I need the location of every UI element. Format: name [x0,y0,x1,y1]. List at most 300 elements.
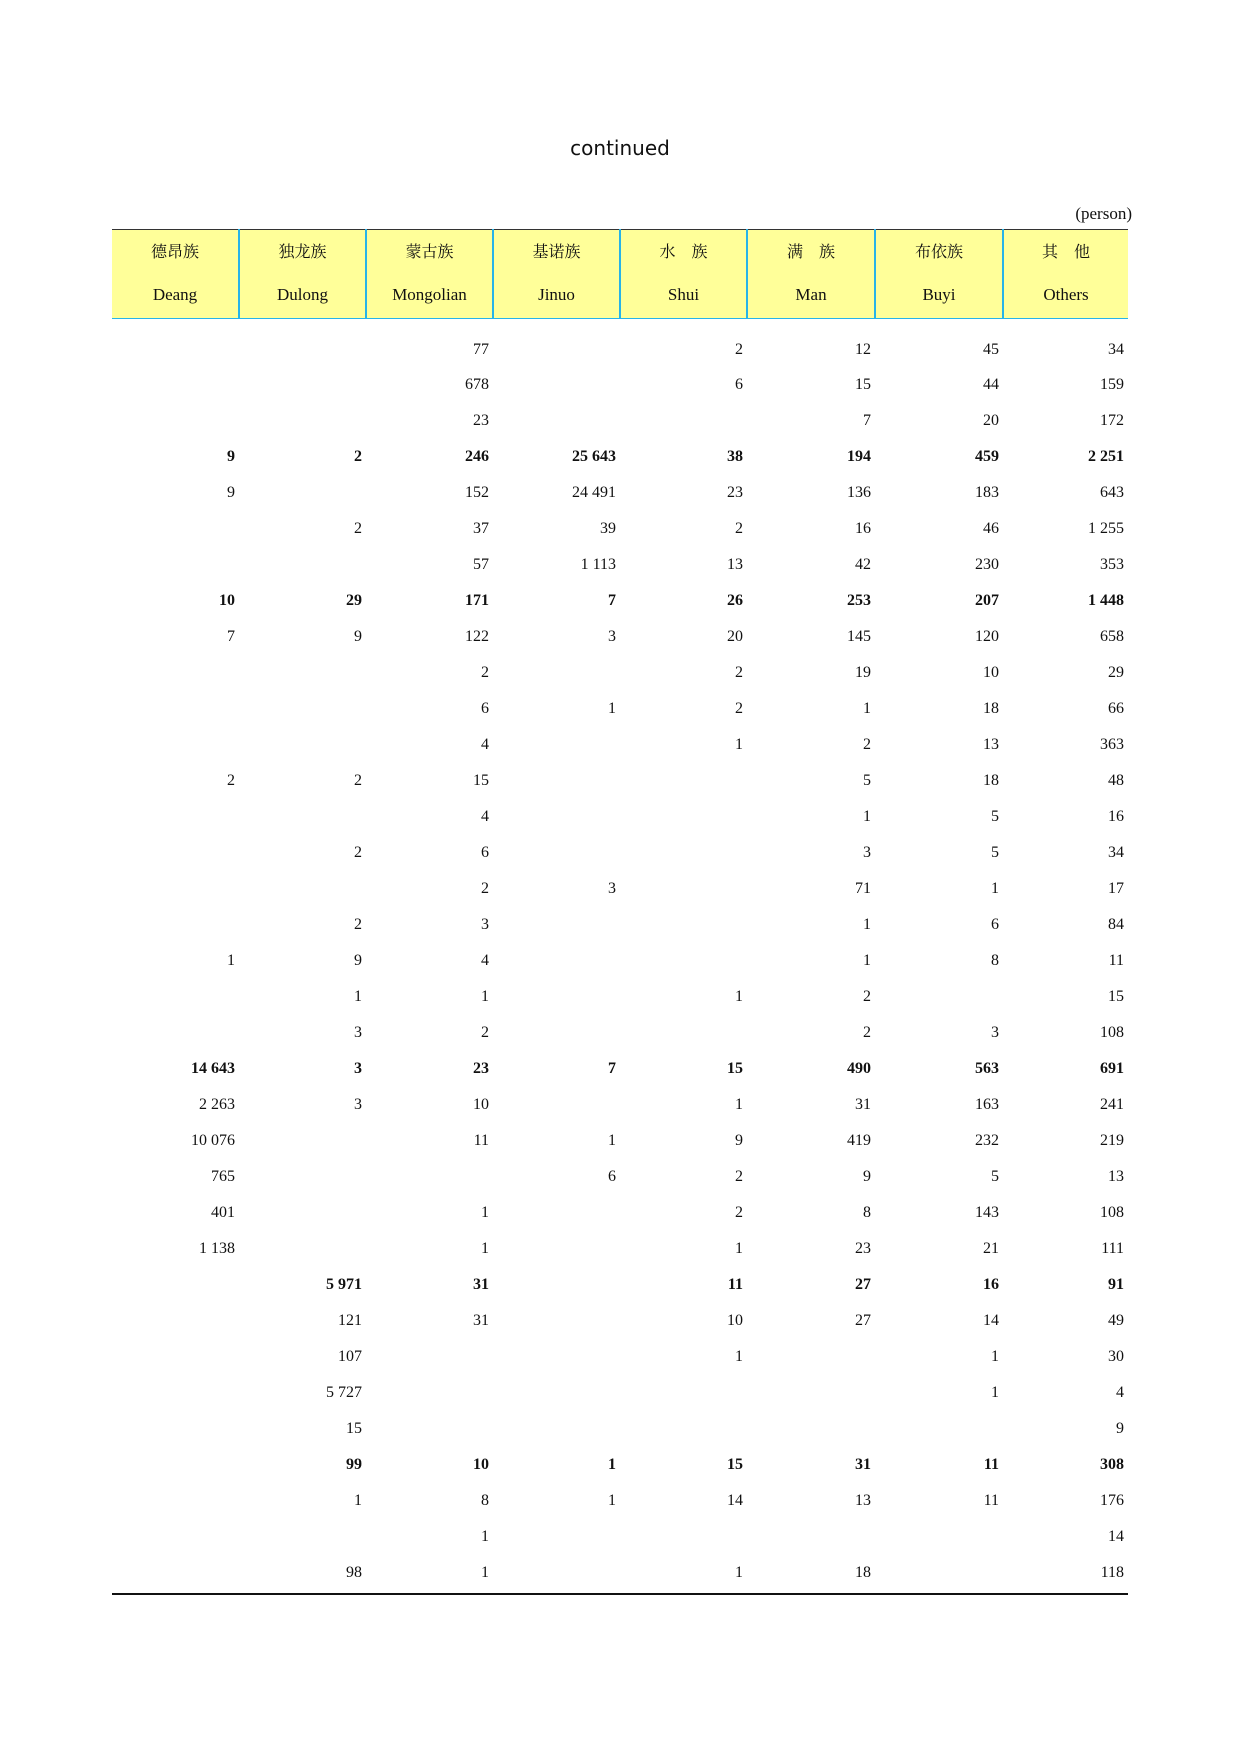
table-cell [239,691,366,727]
table-cell [239,475,366,511]
table-cell [493,1555,620,1591]
table-cell: 29 [346,592,362,609]
table-cell: 246 [465,448,489,465]
table-cell: 1 [991,880,999,897]
column-header-en: Mongolian [392,285,467,304]
table-cell [493,727,620,763]
table-cell [239,1159,366,1195]
table-cell: 1 [608,1492,616,1509]
table-cell: 34 [1108,341,1124,358]
table-cell: 2 [735,341,743,358]
table-cell: 6 [481,700,489,717]
table-cell [493,1303,620,1339]
table-cell [493,1195,620,1231]
table-cell: 4 [481,808,489,825]
table-cell: 136 [847,484,871,501]
table-cell [112,1015,239,1051]
table-cell: 253 [847,592,871,609]
table-cell: 5 [991,808,999,825]
table-cell: 2 [735,1168,743,1185]
table-cell [620,943,747,979]
data-table [112,229,1128,1591]
table-cell: 10 [473,1096,489,1113]
table-cell: 111 [1101,1240,1124,1257]
table-cell: 20 [727,628,743,645]
table-cell: 1 [481,1528,489,1545]
table-cell: 10 [219,592,235,609]
table-cell: 2 [354,520,362,537]
table-cell: 27 [855,1312,871,1329]
table-row [112,799,1128,835]
table-cell: 15 [727,1060,743,1077]
table-cell: 643 [1100,484,1124,501]
table-cell: 12 [855,341,871,358]
table-cell: 5 727 [326,1384,362,1401]
table-cell [493,1087,620,1123]
table-cell: 1 [354,988,362,1005]
table-cell: 1 [354,1492,362,1509]
table-body [112,319,1128,1592]
table-cell: 19 [855,664,871,681]
table-cell: 490 [847,1060,871,1077]
table-cell: 98 [346,1564,362,1581]
table-cell [112,319,239,368]
table-cell: 15 [855,376,871,393]
table-cell: 14 643 [191,1060,235,1077]
column-header-jinuo [493,230,620,319]
column-header-en: Jinuo [538,285,575,304]
table-cell: 13 [1108,1168,1124,1185]
table-cell [239,1195,366,1231]
table-cell: 1 [863,808,871,825]
column-header-dulong [239,230,366,319]
table-cell [493,1015,620,1051]
table-cell [112,1303,239,1339]
table-cell: 207 [975,592,999,609]
table-cell: 4 [1116,1384,1124,1401]
table-cell [493,799,620,835]
table-cell: 4 [481,952,489,969]
table-cell [239,403,366,439]
table-row [112,547,1128,583]
table-cell [620,763,747,799]
table-cell [493,943,620,979]
table-cell: 183 [975,484,999,501]
table-cell: 2 [481,880,489,897]
table-cell [112,1519,239,1555]
table-cell: 6 [608,1168,616,1185]
table-row [112,943,1128,979]
table-cell: 1 [735,1348,743,1365]
table-cell [112,547,239,583]
table-cell: 3 [608,880,616,897]
column-header-zh: 基诺族 [532,242,581,261]
table-cell [239,1519,366,1555]
table-cell [112,835,239,871]
table-cell [493,835,620,871]
table-cell [112,403,239,439]
table-cell: 11 [1108,952,1124,969]
column-header-deang [112,230,239,319]
table-cell: 401 [211,1204,235,1221]
table-row [112,403,1128,439]
table-cell: 17 [1108,880,1124,897]
table-cell: 39 [600,520,616,537]
table-cell: 9 [354,628,362,645]
table-cell [112,367,239,403]
table-cell: 5 [991,1168,999,1185]
table-row [112,1087,1128,1123]
table-cell [112,979,239,1015]
table-cell: 2 [481,1024,489,1041]
table-cell: 1 [735,1240,743,1257]
table-cell: 7 [863,412,871,429]
table-cell: 23 [727,484,743,501]
table-cell: 31 [855,1096,871,1113]
table-cell: 163 [975,1096,999,1113]
table-row [112,691,1128,727]
table-cell: 5 [991,844,999,861]
table-cell: 27 [855,1276,871,1293]
table-cell: 241 [1100,1096,1124,1113]
table-cell: 1 [863,952,871,969]
table-cell: 34 [1108,844,1124,861]
table-cell: 9 [863,1168,871,1185]
table-cell: 232 [975,1132,999,1149]
table-cell: 1 113 [580,556,616,573]
table-cell [493,979,620,1015]
table-cell: 91 [1108,1276,1124,1293]
table-cell: 21 [983,1240,999,1257]
table-cell: 9 [227,484,235,501]
table-cell [112,799,239,835]
table-cell: 107 [338,1348,362,1365]
table-cell: 1 [608,1456,616,1473]
table-cell: 145 [847,628,871,645]
table-cell: 1 [735,736,743,753]
table-cell [747,1375,875,1411]
table-row [112,763,1128,799]
table-cell: 143 [975,1204,999,1221]
table-cell: 2 [863,988,871,1005]
column-header-en: Man [795,285,827,304]
column-header-en: Shui [667,285,700,304]
table-cell [239,319,366,368]
column-header-zh: 德昂族 [150,242,199,261]
table-cell: 1 [481,1564,489,1581]
table-cell: 5 971 [326,1276,362,1293]
table-cell: 108 [1100,1024,1124,1041]
column-header-buyi [875,230,1003,319]
table-cell [112,871,239,907]
table-cell: 26 [727,592,743,609]
table-cell: 4 [481,736,489,753]
table-cell: 18 [983,700,999,717]
table-row [112,835,1128,871]
table-cell: 765 [211,1168,235,1185]
table-cell: 84 [1108,916,1124,933]
table-cell: 3 [991,1024,999,1041]
table-row [112,1015,1128,1051]
table-cell: 6 [991,916,999,933]
table-cell: 108 [1100,1204,1124,1221]
table-cell: 2 263 [199,1096,235,1113]
table-cell: 14 [983,1312,999,1329]
table-cell [112,1555,239,1591]
table-cell: 46 [983,520,999,537]
table-cell: 11 [983,1456,999,1473]
table-cell: 42 [855,556,871,573]
table-row [112,979,1128,1015]
table-cell: 18 [983,772,999,789]
table-row [112,1123,1128,1159]
table-cell: 38 [727,448,743,465]
table-cell: 2 [354,772,362,789]
table-cell [875,979,1003,1015]
table-cell: 31 [473,1312,489,1329]
column-header-en: Others [1043,285,1089,304]
table-cell [620,835,747,871]
bottom-rule [112,1593,1128,1595]
table-header [112,230,1128,319]
table-cell: 24 491 [572,484,616,501]
table-cell: 3 [354,1024,362,1041]
table-cell: 2 [354,448,362,465]
column-header-others [1003,230,1128,319]
table-row [112,871,1128,907]
table-cell: 15 [1108,988,1124,1005]
table-cell: 9 [735,1132,743,1149]
column-header-zh: 布依族 [914,242,963,261]
table-cell [620,1519,747,1555]
table-cell [493,1375,620,1411]
table-cell: 6 [735,376,743,393]
table-cell: 176 [1100,1492,1124,1509]
table-cell: 9 [227,448,235,465]
table-cell [112,1267,239,1303]
table-cell [239,547,366,583]
table-cell: 23 [855,1240,871,1257]
table-cell: 37 [473,520,489,537]
table-row [112,1375,1128,1411]
table-row [112,619,1128,655]
table-row [112,1339,1128,1375]
table-cell: 2 [227,772,235,789]
table-cell: 171 [465,592,489,609]
table-cell: 172 [1100,412,1124,429]
table-cell [493,319,620,368]
column-header-zh: 其 他 [1041,242,1090,261]
table-cell [493,1519,620,1555]
table-cell: 29 [1108,664,1124,681]
table-cell: 9 [1116,1420,1124,1437]
table-cell: 71 [855,880,871,897]
table-cell: 45 [983,341,999,358]
table-cell: 678 [465,376,489,393]
column-header-mongolian [366,230,493,319]
table-cell: 11 [983,1492,999,1509]
table-cell: 2 [481,664,489,681]
table-cell: 16 [855,520,871,537]
table-row [112,907,1128,943]
table-cell [620,1411,747,1447]
table-cell [493,763,620,799]
table-cell: 10 [473,1456,489,1473]
table-row [112,1303,1128,1339]
table-cell: 6 [481,844,489,861]
table-row-subtotal [112,1267,1128,1303]
table-cell [620,403,747,439]
table-cell: 2 [863,1024,871,1041]
table-cell: 99 [346,1456,362,1473]
table-cell: 8 [863,1204,871,1221]
table-cell [239,727,366,763]
table-cell: 2 [735,520,743,537]
table-cell: 1 [227,952,235,969]
table-cell: 44 [983,376,999,393]
table-cell [747,1411,875,1447]
table-cell [493,1411,620,1447]
table-cell: 16 [983,1276,999,1293]
table-row [112,655,1128,691]
table-cell [112,1483,239,1519]
table-cell: 66 [1108,700,1124,717]
table-cell: 363 [1100,736,1124,753]
table-cell: 3 [354,1096,362,1113]
table-cell: 16 [1108,808,1124,825]
column-header-zh: 水 族 [659,242,708,261]
table-cell [239,367,366,403]
table-cell: 419 [847,1132,871,1149]
table-cell: 23 [473,412,489,429]
table-cell [620,1015,747,1051]
table-cell: 1 [863,700,871,717]
table-cell: 11 [727,1276,743,1293]
table-row-subtotal [112,1051,1128,1087]
table-row [112,1411,1128,1447]
table-cell [493,1231,620,1267]
table-cell: 2 251 [1088,448,1124,465]
unit-label: (person) [1075,204,1132,223]
table-cell: 18 [855,1564,871,1581]
table-cell [493,655,620,691]
table-cell [620,1375,747,1411]
column-header-shui [620,230,747,319]
column-header-en: Buyi [922,285,956,304]
table-cell [620,799,747,835]
table-cell: 8 [481,1492,489,1509]
table-cell: 3 [863,844,871,861]
table-cell: 1 [481,1204,489,1221]
table-cell [112,511,239,547]
table-cell: 1 [991,1384,999,1401]
column-header-zh: 独龙族 [278,242,327,261]
page-title: continued [570,136,670,160]
column-header-en: Deang [152,285,198,304]
table-cell: 1 [608,700,616,717]
table-cell: 57 [473,556,489,573]
table-cell: 2 [354,916,362,933]
table-cell: 1 [735,1096,743,1113]
table-cell [875,1411,1003,1447]
table-cell: 2 [863,736,871,753]
table-cell: 15 [473,772,489,789]
table-cell [112,1411,239,1447]
table-cell: 10 [983,664,999,681]
table-cell: 219 [1100,1132,1124,1149]
table-cell: 7 [608,592,616,609]
table-cell: 459 [975,448,999,465]
table-cell: 118 [1100,1564,1124,1581]
table-cell: 7 [608,1060,616,1077]
table-cell: 2 [735,1204,743,1221]
table-cell: 2 [354,844,362,861]
column-header-zh: 满 族 [786,242,835,261]
table-row [112,475,1128,511]
table-cell: 353 [1100,556,1124,573]
table-row-subtotal [112,439,1128,475]
table-cell [493,367,620,403]
table-cell: 31 [855,1456,871,1473]
table-cell: 14 [727,1492,743,1509]
table-cell: 658 [1100,628,1124,645]
table-cell: 121 [338,1312,362,1329]
table-cell: 120 [975,628,999,645]
table-cell: 194 [847,448,871,465]
table-cell: 1 [735,1564,743,1581]
table-cell: 20 [983,412,999,429]
table-cell [239,1123,366,1159]
table-cell: 14 [1108,1528,1124,1545]
table-cell: 9 [354,952,362,969]
table-cell [493,403,620,439]
table-cell: 1 [481,1240,489,1257]
table-cell: 49 [1108,1312,1124,1329]
table-cell: 11 [473,1132,489,1149]
table-cell: 3 [354,1060,362,1077]
table-row [112,1195,1128,1231]
table-row [112,1159,1128,1195]
table-row-subtotal [112,583,1128,619]
table-cell: 1 255 [1088,520,1124,537]
table-cell: 2 [735,664,743,681]
table-cell: 152 [465,484,489,501]
table-row [112,1231,1128,1267]
table-cell: 159 [1100,376,1124,393]
table-cell [239,655,366,691]
table-row [112,367,1128,403]
table-cell [112,1339,239,1375]
table-cell [493,1267,620,1303]
table-cell: 10 [727,1312,743,1329]
table-cell [366,1339,493,1375]
table-cell: 31 [473,1276,489,1293]
table-cell [239,871,366,907]
table-cell: 7 [227,628,235,645]
table-row [112,1483,1128,1519]
table-row [112,319,1128,368]
table-cell [366,1411,493,1447]
table-cell [747,1339,875,1375]
table-row [112,1555,1128,1591]
table-cell: 48 [1108,772,1124,789]
table-cell [112,907,239,943]
table-cell: 3 [481,916,489,933]
table-cell: 1 [481,988,489,1005]
table-cell: 3 [608,628,616,645]
table-cell: 1 448 [1088,592,1124,609]
table-row [112,511,1128,547]
